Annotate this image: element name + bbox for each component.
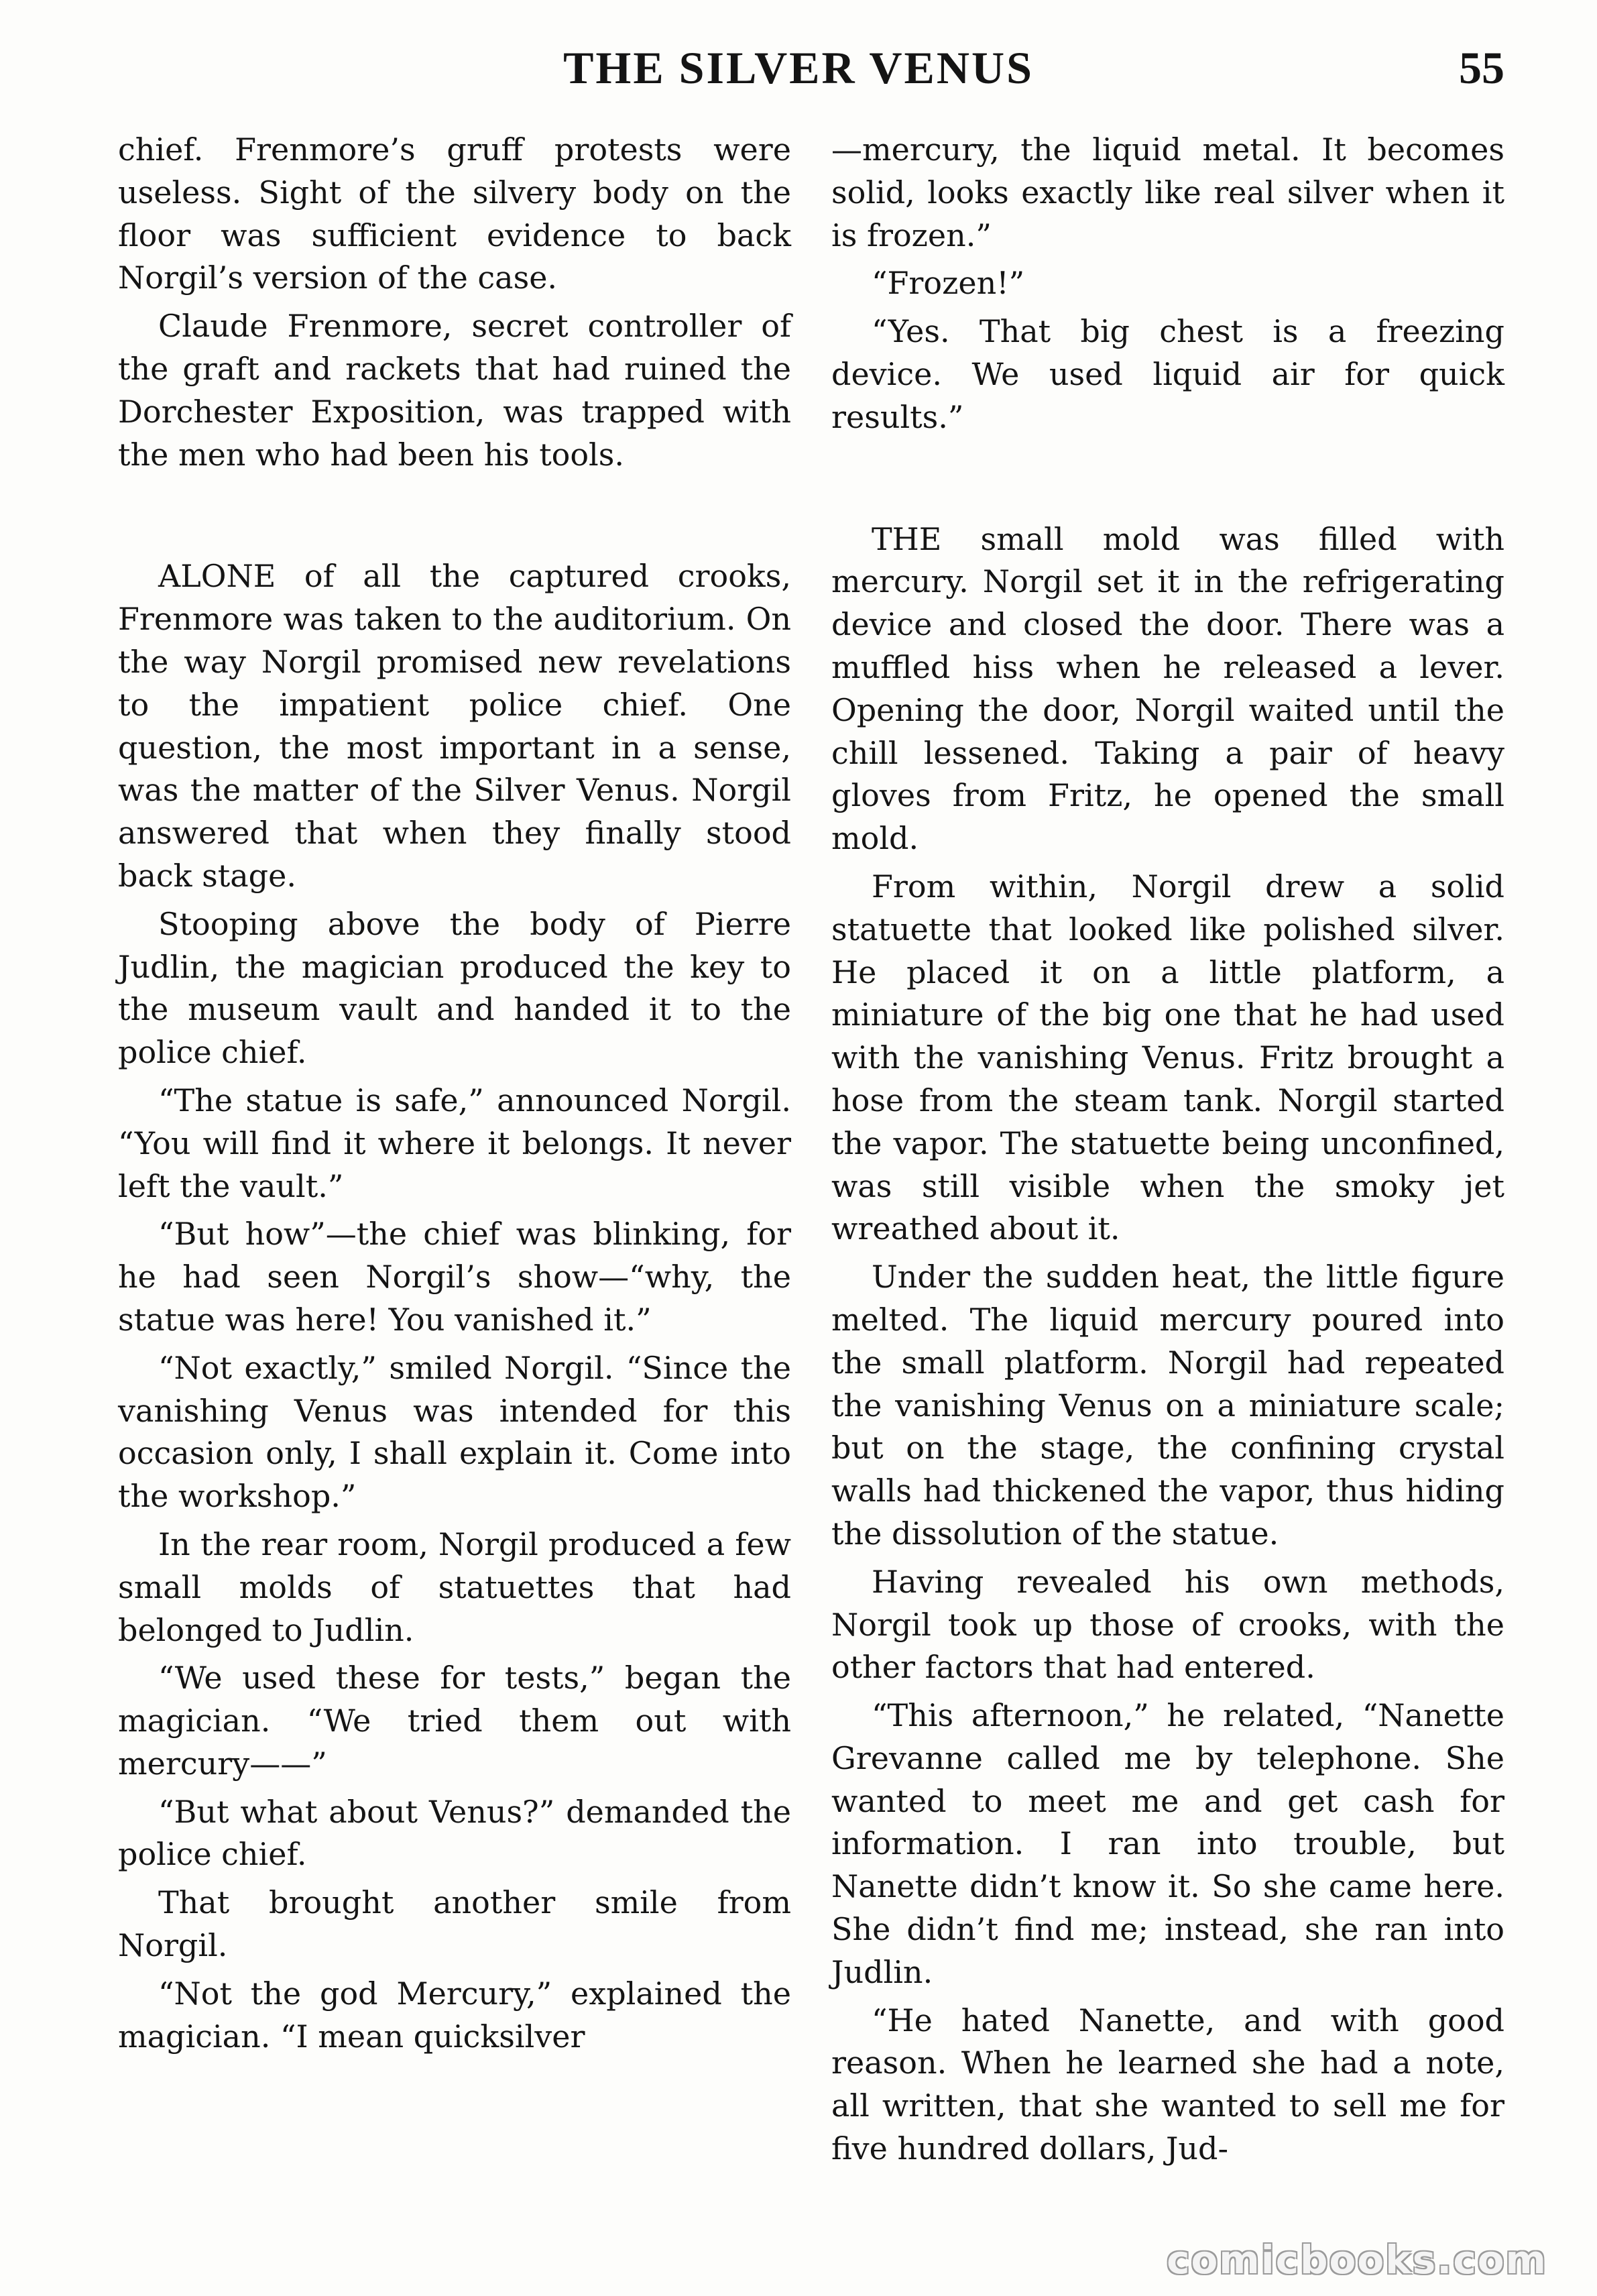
paragraph: From within, Norgil drew a solid statuette that looked like polished silver. He placed it on a little platform, a miniature of the big one that he had used with the vanishing Venus. Fritz brought a hose from the steam tank. Norgil started the vapor. The statuette being unconfined, was still visible when the smoky jet wreathed about it. [831,868,1504,1247]
paragraph: Claude Frenmore, secret controller of the graft and rackets that had ruined the Dorchester Exposition, was trapped with the men who had been his tools. [118,308,791,473]
paragraph: —mercury, the liquid metal. It becomes solid, looks exactly like real silver when it is frozen.” [831,131,1504,253]
paragraph: chief. Frenmore’s gruff protests were useless. Sight of the silvery body on the floor was sufficient evidence to back Norgil’s version of the case. [118,131,791,296]
running-title: THE SILVER VENUS [563,42,1034,93]
paragraph: Having revealed his own methods, Norgil took up those of crooks, with the other factors that had entered. [831,1563,1504,1686]
right-column [831,129,1504,2176]
paragraph: “This afternoon,” he related, “Nanette Grevanne called me by telephone. She wanted to meet me and get cash for information. I ran into trouble, but Nanette didn’t know it. So she came here. She didn’t find me; instead, she ran into Judlin. [831,1697,1504,1990]
watermark: comicbooks.com [1167,2237,1547,2283]
paragraph: “We used these for tests,” began the magician. “We tried them out with mercury——” [118,1660,791,1782]
left-column [118,129,791,2063]
paragraph: “Yes. That big chest is a freezing device. We used liquid air for quick results.” [831,313,1504,435]
page-header [0,42,1597,102]
paragraph: “Not the god Mercury,” explained the magician. “I mean quicksilver [118,1975,791,2055]
paragraph: In the rear room, Norgil produced a few small molds of statuettes that had belonged to Judlin. [118,1526,791,1648]
page-number: 55 [1459,42,1504,93]
paragraph: “Frozen!” [872,265,1025,302]
paragraph: That brought another smile from Norgil. [118,1884,791,1964]
paragraph: Stooping above the body of Pierre Judlin, the magician produced the key to the museum vault and handed it to the police chief. [118,905,791,1071]
paragraph: “He hated Nanette, and with good reason. When he learned she had a note, all written, that she wanted to sell me for five hundred dollars, Jud- [831,2002,1504,2167]
paragraph: “Not exactly,” smiled Norgil. “Since the vanishing Venus was intended for this occasion only, I shall explain it. Come into the workshop.” [118,1349,791,1515]
paragraph: “But what about Venus?” demanded the police chief. [118,1793,791,1873]
section-start-paragraph: ALONE of all the captured crooks, Frenmore was taken to the auditorium. On the way Norgil promised new revelations to the impatient police chief. One question, the most important in a sense, was the matter of the Silver Venus. Norgil answered that when they finally stood back stage. [118,558,791,894]
paragraph: “The statue is safe,” announced Norgil. “You will find it where it belongs. It never left the vault.” [118,1082,791,1204]
paragraph: “But how”—the chief was blinking, for he had seen Norgil’s show—“why, the statue was here! You vanished it.” [118,1216,791,1338]
paragraph: Under the sudden heat, the little figure melted. The liquid mercury poured into the small platform. Norgil had repeated the vanishing Venus on a miniature scale; but on the stage, the confining crystal walls had thickened the vapor, thus hiding the dissolution of the statue. [831,1259,1504,1552]
section-start-paragraph: THE small mold was filled with mercury. Norgil set it in the refrigerating device and closed the door. There was a muffled hiss when he released a lever. Opening the door, Norgil waited until the chill lessened. Taking a pair of heavy gloves from Fritz, he opened the small mold. [831,520,1504,857]
